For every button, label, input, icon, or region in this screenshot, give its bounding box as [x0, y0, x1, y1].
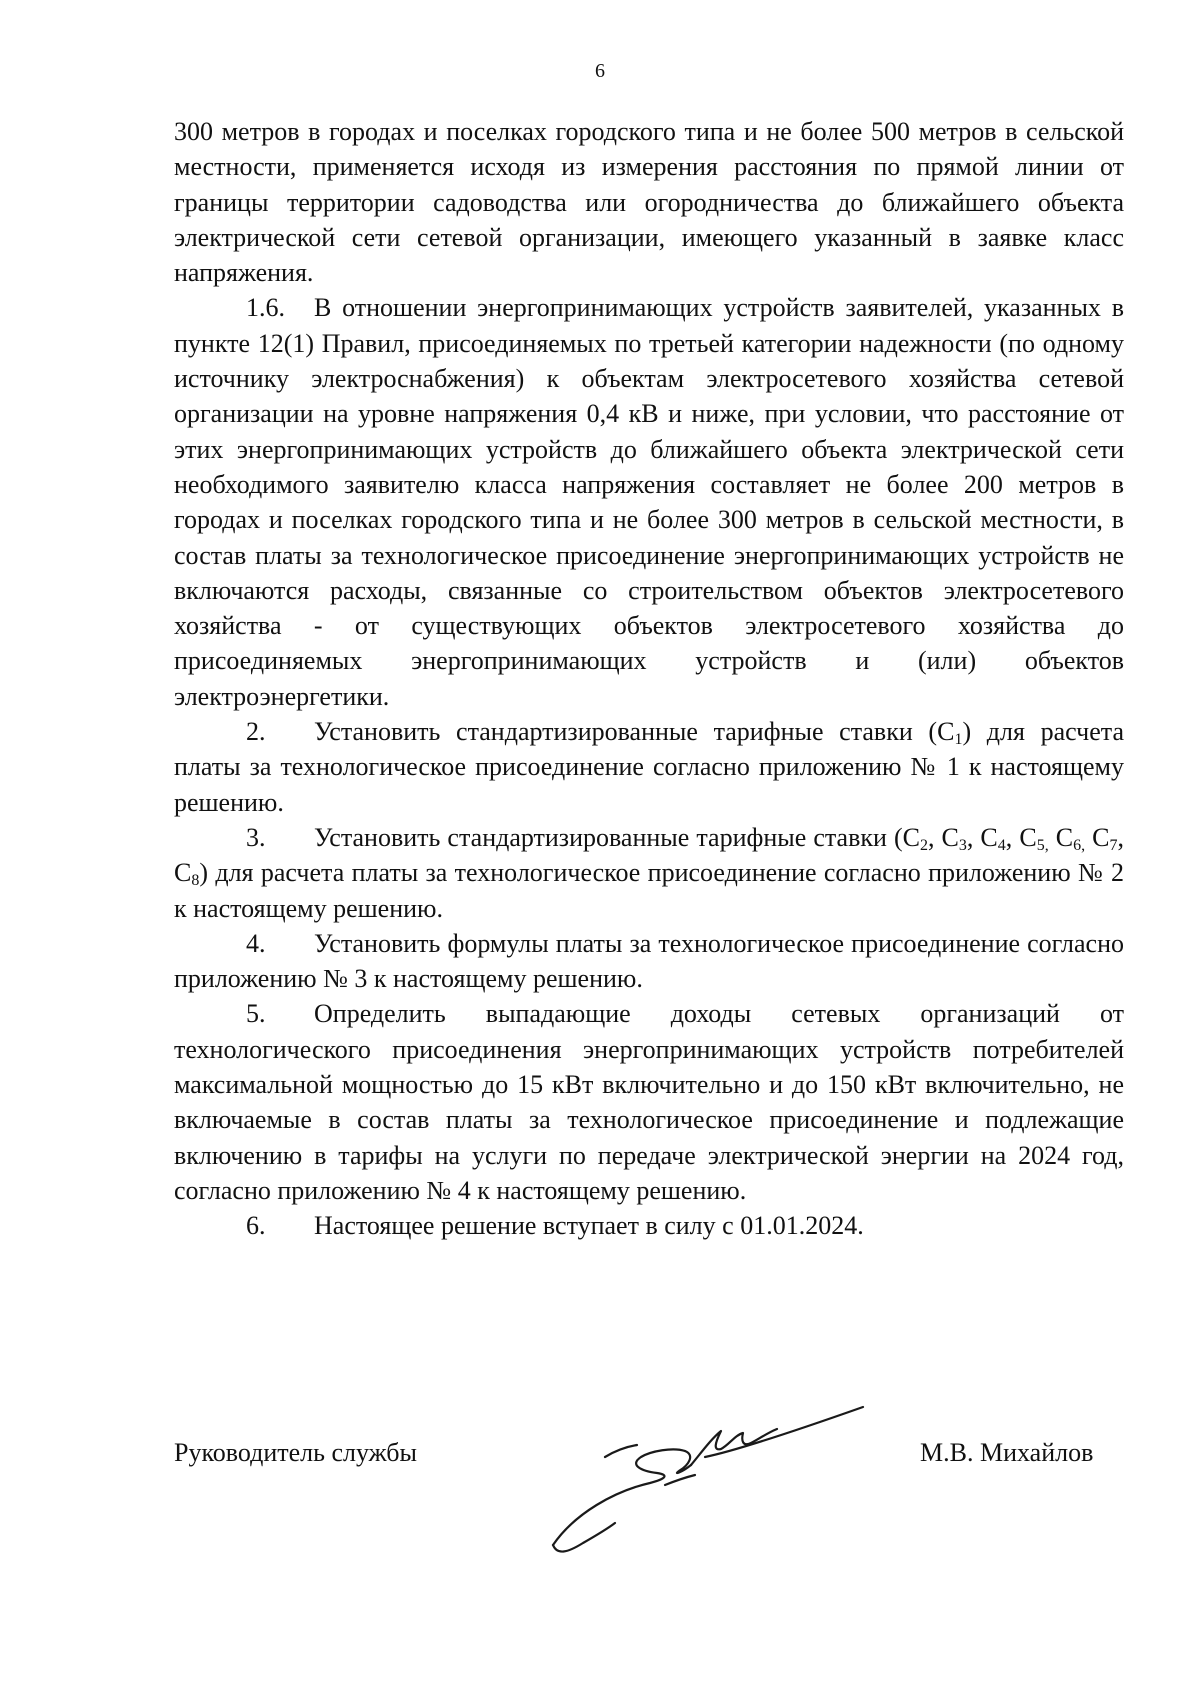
paragraph-text: Настоящее решение вступает в силу с 01.01.2024. [314, 1211, 864, 1241]
paragraph-text: Установить стандартизированные тарифные ставки (С [314, 822, 920, 852]
paragraph-text: В отношении энергопринимающих устройств заявителей, указанных в пункте 12(1) Правил, присоединяемых по третьей категории надежности (по одному источнику электроснабжения) к объектам электросетевого хозяйства сетевой организации на уровне напряжения 0,4 кВ и ниже, при условии, что расстояние от этих энергопринимающих устройств до ближайшего объекта электрической сети необходимого заявителю класса напряжения составляет не более 200 метров в городах и поселках городского типа и не более 300 метров в сельской местности, в состав платы за технологическое присоединение энергопринимающих устройств не включаются расходы, связанные со строительством объектов электросетевого хозяйства - от существующих объектов электросетевого хозяйства до присоединяемых энергопринимающих устройств и (или) объектов электроэнергетики. [174, 293, 1124, 711]
paragraph-text: С [1085, 822, 1110, 852]
subscript: 5, [1036, 836, 1049, 854]
paragraph-2 [174, 714, 1124, 820]
paragraph-text: , С [1005, 822, 1037, 852]
paragraph-text: , С [174, 822, 1124, 888]
paragraph-text: Установить стандартизированные тарифные ставки (С [314, 717, 955, 747]
paragraph-5 [174, 996, 1124, 1208]
subscript: 4 [997, 836, 1006, 854]
paragraph-text: , С [927, 822, 959, 852]
signatory-name: М.В. Михайлов [920, 1438, 1094, 1467]
paragraph-number: 1.6. [246, 293, 285, 323]
handwritten-signature [545, 1395, 895, 1575]
paragraph-text: , С [966, 822, 998, 852]
subscript: 7 [1109, 836, 1118, 854]
paragraph-number: 5. [246, 999, 266, 1029]
paragraph-text: Определить выпадающие доходы сетевых организаций от технологического присоединения энергопринимающих устройств потребителей максимальной мощностью до 15 кВт включительно и до 150 кВт включительно, не включаемые в состав платы за технологическое присоединение и подлежащие включению в тарифы на услуги по передаче электрической энергии на 2024 год, согласно приложению № 4 к настоящему решению. [174, 999, 1124, 1205]
paragraph-number: 6. [246, 1211, 266, 1241]
page-number: 6 [595, 60, 605, 82]
paragraph-continuation: 300 метров в городах и поселках городского типа и не более 500 метров в сельской местности, применяется исходя из измерения расстояния по прямой линии от границы территории садоводства или огородничества до ближайшего объекта электрической сети сетевой организации, имеющего указанный в заявке класс напряжения. [174, 117, 1124, 288]
paragraph-text: ) для расчета платы за технологическое присоединение согласно приложению № 1 к настоящему решению. [174, 717, 1125, 817]
paragraph-1-6 [174, 290, 1124, 714]
subscript: 3 [958, 836, 967, 854]
paragraph-text: Установить формулы платы за технологическое присоединение согласно приложению № 3 к настоящему решению. [174, 928, 1124, 994]
subscript: 6, [1073, 836, 1086, 854]
paragraph-number: 3. [246, 822, 266, 852]
paragraph-number: 2. [246, 717, 266, 747]
paragraph-text: ) для расчета платы за технологическое присоединение согласно приложению № 2 к настоящему решению. [174, 858, 1124, 923]
paragraph-text: С [1048, 822, 1074, 852]
subscript: 2 [919, 836, 928, 854]
paragraph-4 [174, 926, 1124, 997]
paragraph-number: 4. [246, 928, 266, 958]
paragraph-3 [174, 820, 1124, 926]
document-body [174, 114, 1124, 1244]
paragraph-6 [174, 1208, 1124, 1243]
signatory-title: Руководитель службы [174, 1438, 417, 1467]
subscript: 1 [954, 731, 963, 749]
subscript: 8 [191, 872, 200, 890]
